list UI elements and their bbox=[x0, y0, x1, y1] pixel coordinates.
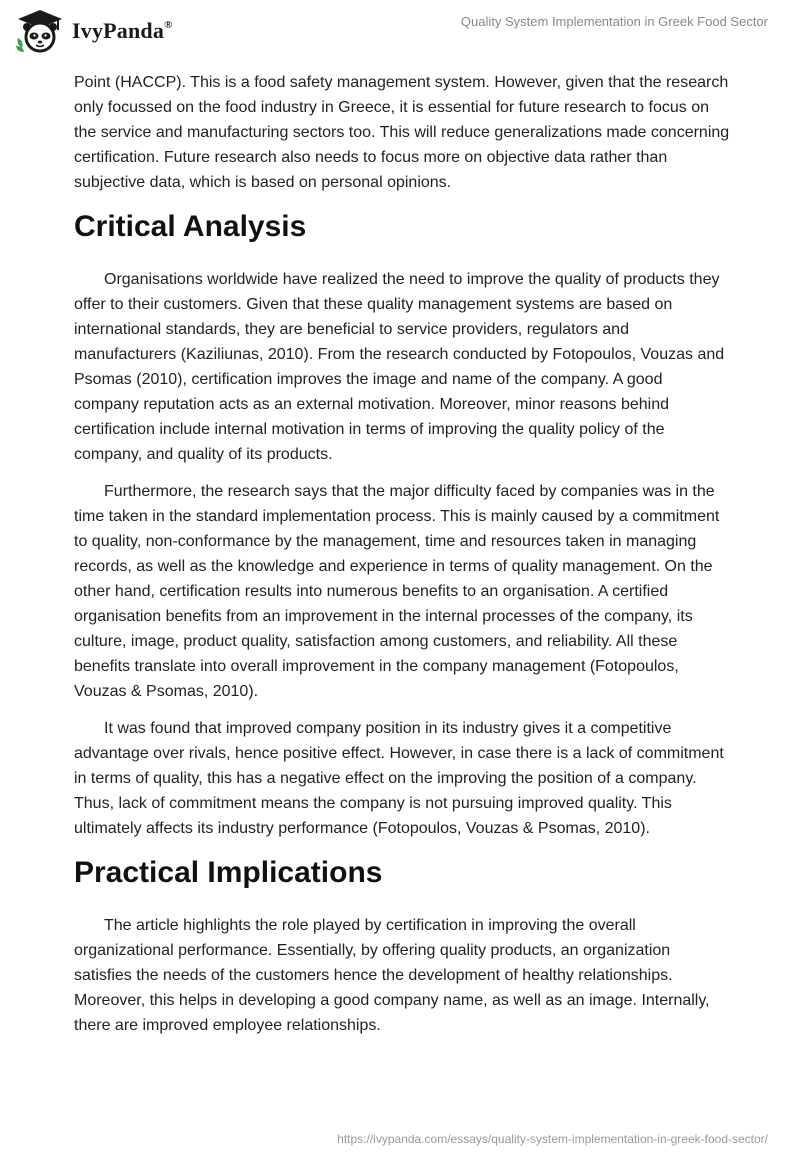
page-header bbox=[0, 0, 800, 64]
essay-content bbox=[74, 70, 730, 1050]
critical-analysis-paragraph-2: Furthermore, the research says that the major difficulty faced by companies was in the time taken in the standard implementation process. This is mainly caused by a commitment to quality, non-conformance by the management, time and resources taken in managing records, as well as the knowledge and experience in terms of quality management. On the other hand, certification results into numerous benefits to an organisation. A certified organisation benefits from an improvement in the internal processes of the company, its culture, image, product quality, satisfaction among customers, and reliability. All these benefits translate into overall improvement in the company management (Fotopoulos, Vouzas & Psomas, 2010). bbox=[74, 483, 720, 700]
intro-paragraph: Point (HACCP). This is a food safety management system. However, given that the research only focussed on the food industry in Greece, it is essential for future research to focus on the service and manufacturing sectors too. This will reduce generalizations made concerning certification. Future research also needs to focus more on objective data rather than subjective data, which is based on personal opinions. bbox=[74, 74, 730, 191]
panda-graduate-icon bbox=[14, 8, 66, 54]
heading-practical-implications: Practical Implications bbox=[74, 856, 383, 889]
critical-analysis-paragraph-1: Organisations worldwide have realized the need to improve the quality of products they offer to their customers. Given that these quality management systems are based on international standards, they are beneficial to service providers, regulators and manufacturers (Kaziliunas, 2010). From the research conducted by Fotopoulos, Vouzas and Psomas (2010), certification improves the image and name of the company. A good company reputation acts as an external motivation. Moreover, minor reasons behind certification include internal motivation in terms of improving the quality policy of the company, and quality of its products. bbox=[74, 271, 725, 463]
document-title: Quality System Implementation in Greek Food Sector bbox=[460, 14, 768, 29]
critical-analysis-paragraph-3: It was found that improved company position in its industry gives it a competitive advantage over rivals, hence positive effect. However, in case there is a lack of commitment in terms of quality, this has a negative effect on the improving the position of a company. Thus, lack of commitment means the company is not pursuing improved quality. This ultimately affects its industry performance (Fotopoulos, Vouzas & Psomas, 2010). bbox=[74, 720, 724, 837]
source-url[interactable]: https://ivypanda.com/essays/quality-system-implementation-in-greek-food-sector/ bbox=[337, 1132, 768, 1146]
ivypanda-logo[interactable] bbox=[14, 8, 173, 54]
heading-critical-analysis: Critical Analysis bbox=[74, 210, 307, 243]
brand-name: IvyPanda® bbox=[72, 18, 173, 43]
practical-implications-paragraph-1: The article highlights the role played by certification in improving the overall organizational performance. Essentially, by offering quality products, an organization satisfies the needs of the customers hence the development of healthy relationships. Moreover, this helps in developing a good company name, as well as an image. Internally, there are improved employee relationships. bbox=[74, 917, 710, 1034]
